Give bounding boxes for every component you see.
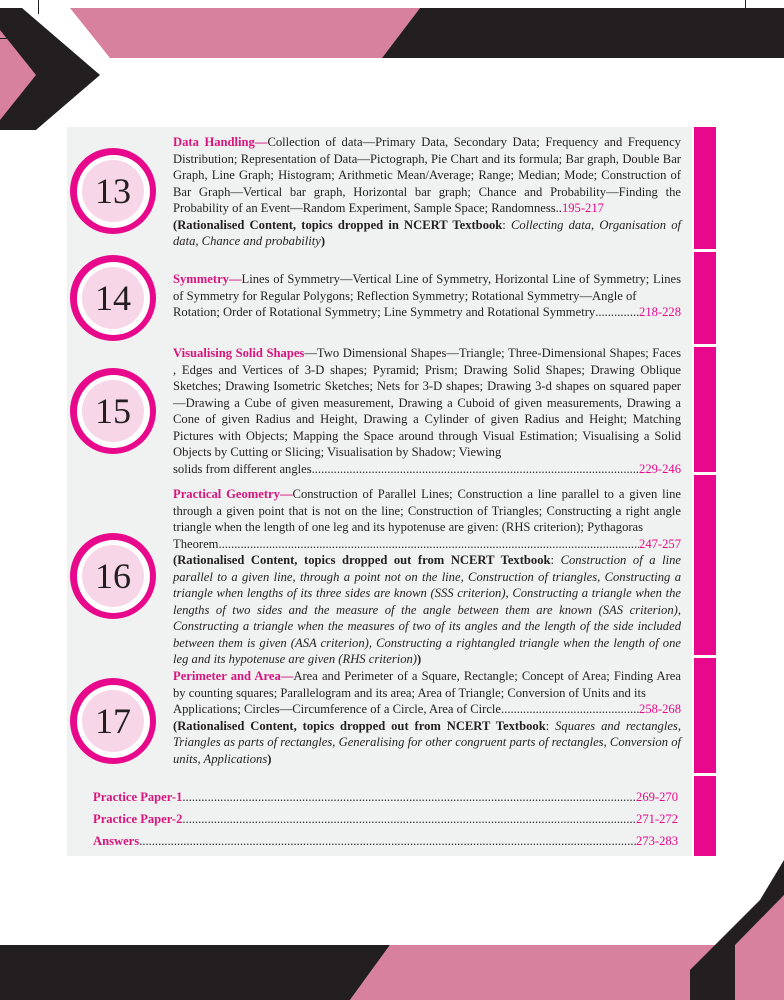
rationalised-label: Rationalised Content, topics dropped in NCERT Textbook — [177, 217, 503, 232]
dot-leader — [182, 812, 636, 827]
chapter-heading[interactable]: Symmetry— — [173, 272, 242, 286]
answers-entry[interactable] — [93, 834, 678, 849]
crop-mark — [745, 0, 746, 14]
chapter-pages[interactable]: 218-228 — [639, 305, 681, 320]
chapter-entry[interactable]: Practical Geometry—Construction of Parallel Lines; Construction a line parallel to a given line through a given point that is not on the line; Construction of Triangles; Constructing a right angle triangle when the length of one leg and its hypotenuse are given: (RHS criterion); Pythagoras Theorem ..... 247-257 (Rationalised Content, topics dropped out from NCERT Textbook: Construction of a line parallel to a given line, through a point not on the line, Construction of triangles, Constructing a triangle when lengths of its three sides are known (SSS criterion), Constructing a triangle when the lengths of two sides and the measure of the angle between them are known (SAS criterion), Constructing a triangle when the measures of two of its angles and the length of the side included between them is given (ASA criterion), Constructing a rightangled triangle when the length of one leg and its hypotenuse are given (RHS criterion)) — [173, 486, 681, 668]
chapter-number: 13 — [82, 160, 144, 222]
chapter-pages[interactable]: 229-246 — [639, 461, 681, 476]
practice-paper-2-entry[interactable] — [93, 812, 678, 827]
chapter-tab — [694, 475, 716, 655]
dot-leader — [312, 461, 639, 478]
chapter-number-badge — [70, 533, 156, 619]
rationalised-topics: Collecting data, Organisation of data, Chance and probability — [173, 217, 681, 249]
crop-mark — [0, 962, 14, 963]
dot-leader — [501, 701, 639, 718]
chapter-number: 16 — [82, 545, 144, 607]
chapter-entry[interactable] — [173, 345, 681, 477]
chapter-heading[interactable]: Perimeter and Area— — [173, 669, 294, 683]
chapter-entry[interactable] — [173, 271, 681, 321]
top-banner-decoration — [0, 0, 784, 130]
chapter-topics: Construction of Parallel Lines; Construction a line parallel to a given line through a given point that is not on the line; Construction of Triangles; Constructing a right angle triangle when the length of one leg and its hypotenuse are given: (RHS criterion); Pythagoras — [173, 487, 681, 535]
practice-paper-1-entry[interactable] — [93, 790, 678, 805]
chapter-heading[interactable]: Practical Geometry— — [173, 487, 293, 501]
chapter-tab — [694, 658, 716, 773]
rationalised-topics: Construction of a line parallel to a given line, through a point not on the line, Construction of triangles, Constructing a triangle when lengths of its three sides are known (SSS criterion), Constructing a triangle when the lengths of two sides and the measure of the angle between them are known (SAS criterion), Constructing a triangle when the measures of two of its angles and the length of the side included between them is given (ASA criterion), Constructing a rightangled triangle when the length of one leg and its hypotenuse are given (RHS criterion) — [173, 553, 681, 667]
chapter-topics: Collection of data—Primary Data, Secondary Data; Frequency and Frequency Distribution; Representation of Data—Pictograph, Pie Chart and its formula; Bar graph, Double Bar Graph, Line Graph; Histogram; Arithmetic Mean/Average; Range; Median; Mode; Construction of Bar Graph—Vertical bar graph, Horizontal bar graph; Chance and Probability—Finding the Probability of an Event—Random Experiment, Sample Space; Randomness.. — [173, 135, 681, 216]
dot-leader — [218, 536, 639, 553]
chapter-number: 14 — [82, 267, 144, 329]
crop-mark — [38, 0, 39, 14]
chapter-topics: Applications; Circles—Circumference of a Circle, Area of Circle — [173, 702, 502, 717]
practice-pages[interactable]: 273-283 — [636, 834, 678, 848]
crop-mark — [0, 38, 14, 39]
chapter-tab — [694, 776, 716, 856]
chapter-heading[interactable]: Visualising Solid Shapes — [173, 346, 305, 360]
chapter-topics: Theorem — [173, 536, 219, 551]
chapter-entry[interactable]: Data Handling—Collection of data—Primary Data, Secondary Data; Frequency and Frequency Distribution; Representation of Data—Pictograph, Pie Chart and its formula; Bar graph, Double Bar Graph, Line Graph; Histogram; Arithmetic Mean/Average; Range; Median; Mode; Construction of Bar Graph—Vertical bar graph, Horizontal bar graph; Chance and Probability—Finding the Probability of an Event—Random Experiment, Sample Space; Randomness..195-217 (Rationalised Content, topics dropped in NCERT Textbook: Collecting data, Organisation of data, Chance and probability) — [173, 135, 681, 249]
chapter-topics: —Two Dimensional Shapes—Triangle; Three-Dimensional Shapes; Faces , Edges and Vertices of 3-D shapes; Pyramid; Prism; Drawing Solid Shapes; Drawing Oblique Sketches; Drawing Isometric Sketches; Nets for 3-D shapes; Drawing 3-d shapes on squared paper—Drawing a Cube of given measurement, Drawing a Cuboid of given measurements, Drawing a Cone of given Radius and Height, Drawing a Cylinder of given Radius and Height; Matching Pictures with Objects; Mapping the Space around through Visual Estimation; Visualising a Solid Objects by Cutting or Slicing; Visualisation by Shadow; Viewing — [173, 346, 681, 460]
chapter-tab — [694, 252, 716, 344]
chapter-pages[interactable]: 195-217 — [561, 201, 604, 216]
chapter-pages[interactable]: 258-268 — [639, 702, 681, 717]
practice-pages[interactable]: 271-272 — [636, 812, 678, 826]
crop-mark — [770, 38, 784, 39]
chapter-tab — [694, 127, 716, 249]
rationalised-label: Rationalised Content, topics dropped out from NCERT Textbook — [177, 718, 546, 733]
practice-pages[interactable]: 269-270 — [636, 790, 678, 804]
dot-leader — [139, 834, 636, 849]
chapter-pages[interactable]: 247-257 — [639, 536, 681, 551]
practice-name[interactable]: Practice Paper-1 — [93, 790, 183, 804]
chapter-number-badge — [70, 678, 156, 764]
chapter-topics: Rotation; Order of Rotational Symmetry; Line Symmetry and Rotational Symmetry — [173, 305, 596, 320]
chapter-topics: solids from different angles — [173, 461, 312, 476]
chapter-number-badge — [70, 368, 156, 454]
chapter-heading[interactable]: Data Handling— — [173, 135, 268, 149]
dot-leader — [595, 304, 639, 321]
chapter-topics: Lines of Symmetry—Vertical Line of Symmetry, Horizontal Line of Symmetry; Lines of Symmetry for Regular Polygons; Reflection Symmetry; Rotational Symmetry—Angle of — [173, 272, 681, 303]
crop-mark — [24, 986, 25, 1000]
chapter-topics: Area and Perimeter of a Square, Rectangle; Concept of Area; Finding Area by counting squares; Parallelogram and its area; Area of Triangle; Conversion of Units and its — [173, 669, 681, 700]
practice-name[interactable]: Practice Paper-2 — [93, 812, 183, 826]
practice-name[interactable]: Answers — [93, 834, 140, 848]
chapter-tab — [694, 347, 716, 472]
rationalised-label: Rationalised Content, topics dropped out from NCERT Textbook — [177, 553, 551, 568]
chapter-number: 15 — [82, 380, 144, 442]
rationalised-topics: Squares and rectangles, Triangles as parts of rectangles, Generalising for other congruent parts of rectangles, Conversion of units, Applications — [173, 718, 681, 766]
chapter-number: 17 — [82, 690, 144, 752]
chapter-entry[interactable]: Perimeter and Area—Area and Perimeter of a Square, Rectangle; Concept of Area; Finding Area by counting squares; Parallelogram and its area; Area of Triangle; Conversion of Units and its Applications; Circles—Circumference of a Circle, Area of Circle ..... 258-268 (Rationalised Content, topics dropped out from NCERT Textbook: Squares and rectangles, Triangles as parts of rectangles, Generalising for other congruent parts of rectangles, Conversion of units, Applications) — [173, 668, 681, 767]
chapter-number-badge — [70, 148, 156, 234]
dot-leader — [182, 790, 636, 805]
chapter-number-badge — [70, 255, 156, 341]
